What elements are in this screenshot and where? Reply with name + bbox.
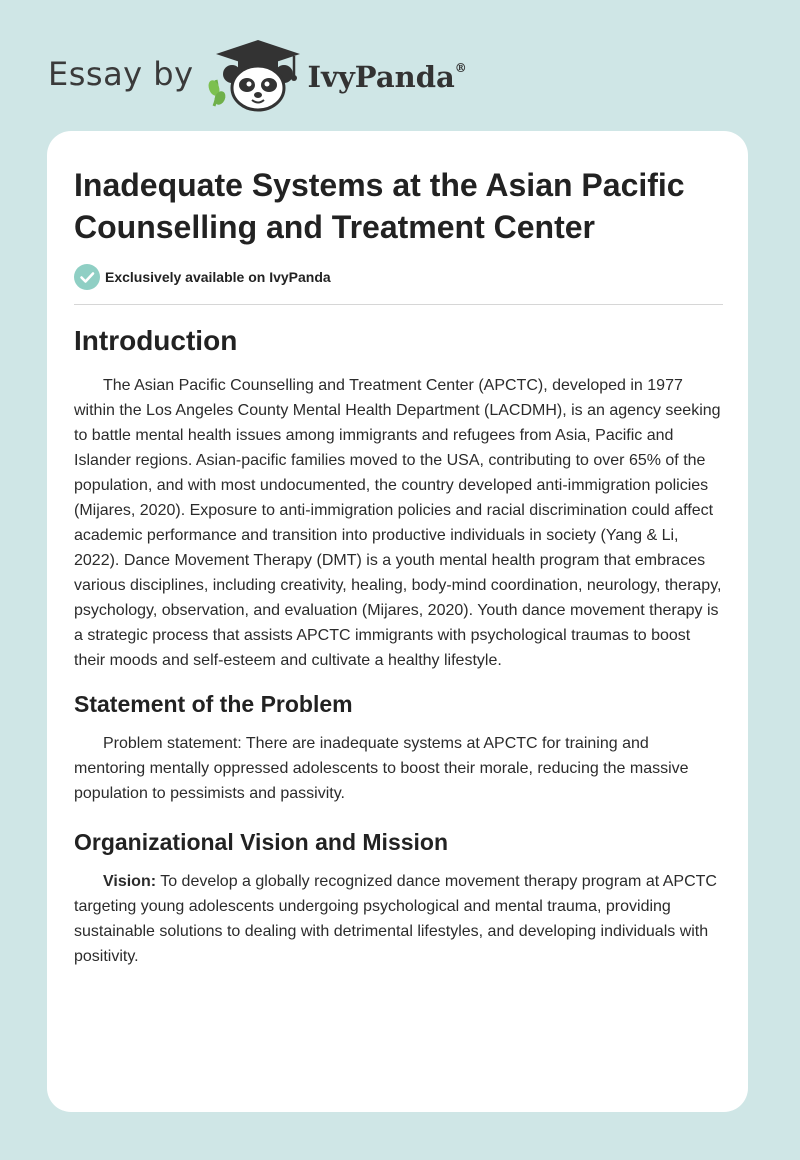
brand-header xyxy=(48,36,467,112)
panda-graduate-logo-icon[interactable] xyxy=(208,36,304,112)
check-circle-icon xyxy=(74,264,100,290)
brand-name[interactable]: IvyPanda® xyxy=(307,60,467,94)
article-card xyxy=(47,131,748,1112)
vision-label: Vision: xyxy=(103,873,157,890)
section-heading-vision-mission: Organizational Vision and Mission xyxy=(74,829,449,855)
section-heading-introduction: Introduction xyxy=(74,325,238,356)
article-body xyxy=(74,319,724,969)
vision-text: To develop a globally recognized dance movement therapy program at APCTC targeting young adolescents undergoing psychological and mental trauma, providing sustainable solutions to dealing with detrimental lifestyles, and developing individuals with positivity. xyxy=(74,873,717,965)
problem-statement-paragraph: Problem statement: There are inadequate systems at APCTC for training and mentoring mentally oppressed adolescents to boost their morale, reducing the massive population to pessimists and passivity. xyxy=(74,735,689,802)
vision-paragraph xyxy=(74,869,724,969)
badge-text: Exclusively available on IvyPanda xyxy=(105,269,331,285)
brand-prefix: Essay by xyxy=(48,55,194,93)
section-heading-problem-statement: Statement of the Problem xyxy=(74,691,353,717)
introduction-paragraph: The Asian Pacific Counselling and Treatment Center (APCTC), developed in 1977 within the Los Angeles County Mental Health Department (LACDMH), is an agency seeking to battle mental health issues among immigrants and refugees from Asia, Pacific and Islander regions. Asian-pacific families moved to the USA, contributing to over 65% of the population, and with most undocumented, the country developed anti-immigration policies (Mijares, 2020). Exposure to anti-immigration policies and racial discrimination could affect academic performance and transition into productive individuals in society (Yang & Li, 2022). Dance Movement Therapy (DMT) is a youth mental health program that embraces various disciplines, including creativity, healing, body-mind coordination, neurology, therapy, psychology, observation, and evaluation (Mijares, 2020). Youth dance movement therapy is a strategic process that assists APCTC immigrants with psychological traumas to boost their moods and self-esteem and cultivate a healthy lifestyle. xyxy=(74,377,722,669)
title-divider xyxy=(74,304,723,305)
page-title: Inadequate Systems at the Asian Pacific Counselling and Treatment Center xyxy=(74,167,685,245)
exclusive-badge xyxy=(74,264,331,290)
